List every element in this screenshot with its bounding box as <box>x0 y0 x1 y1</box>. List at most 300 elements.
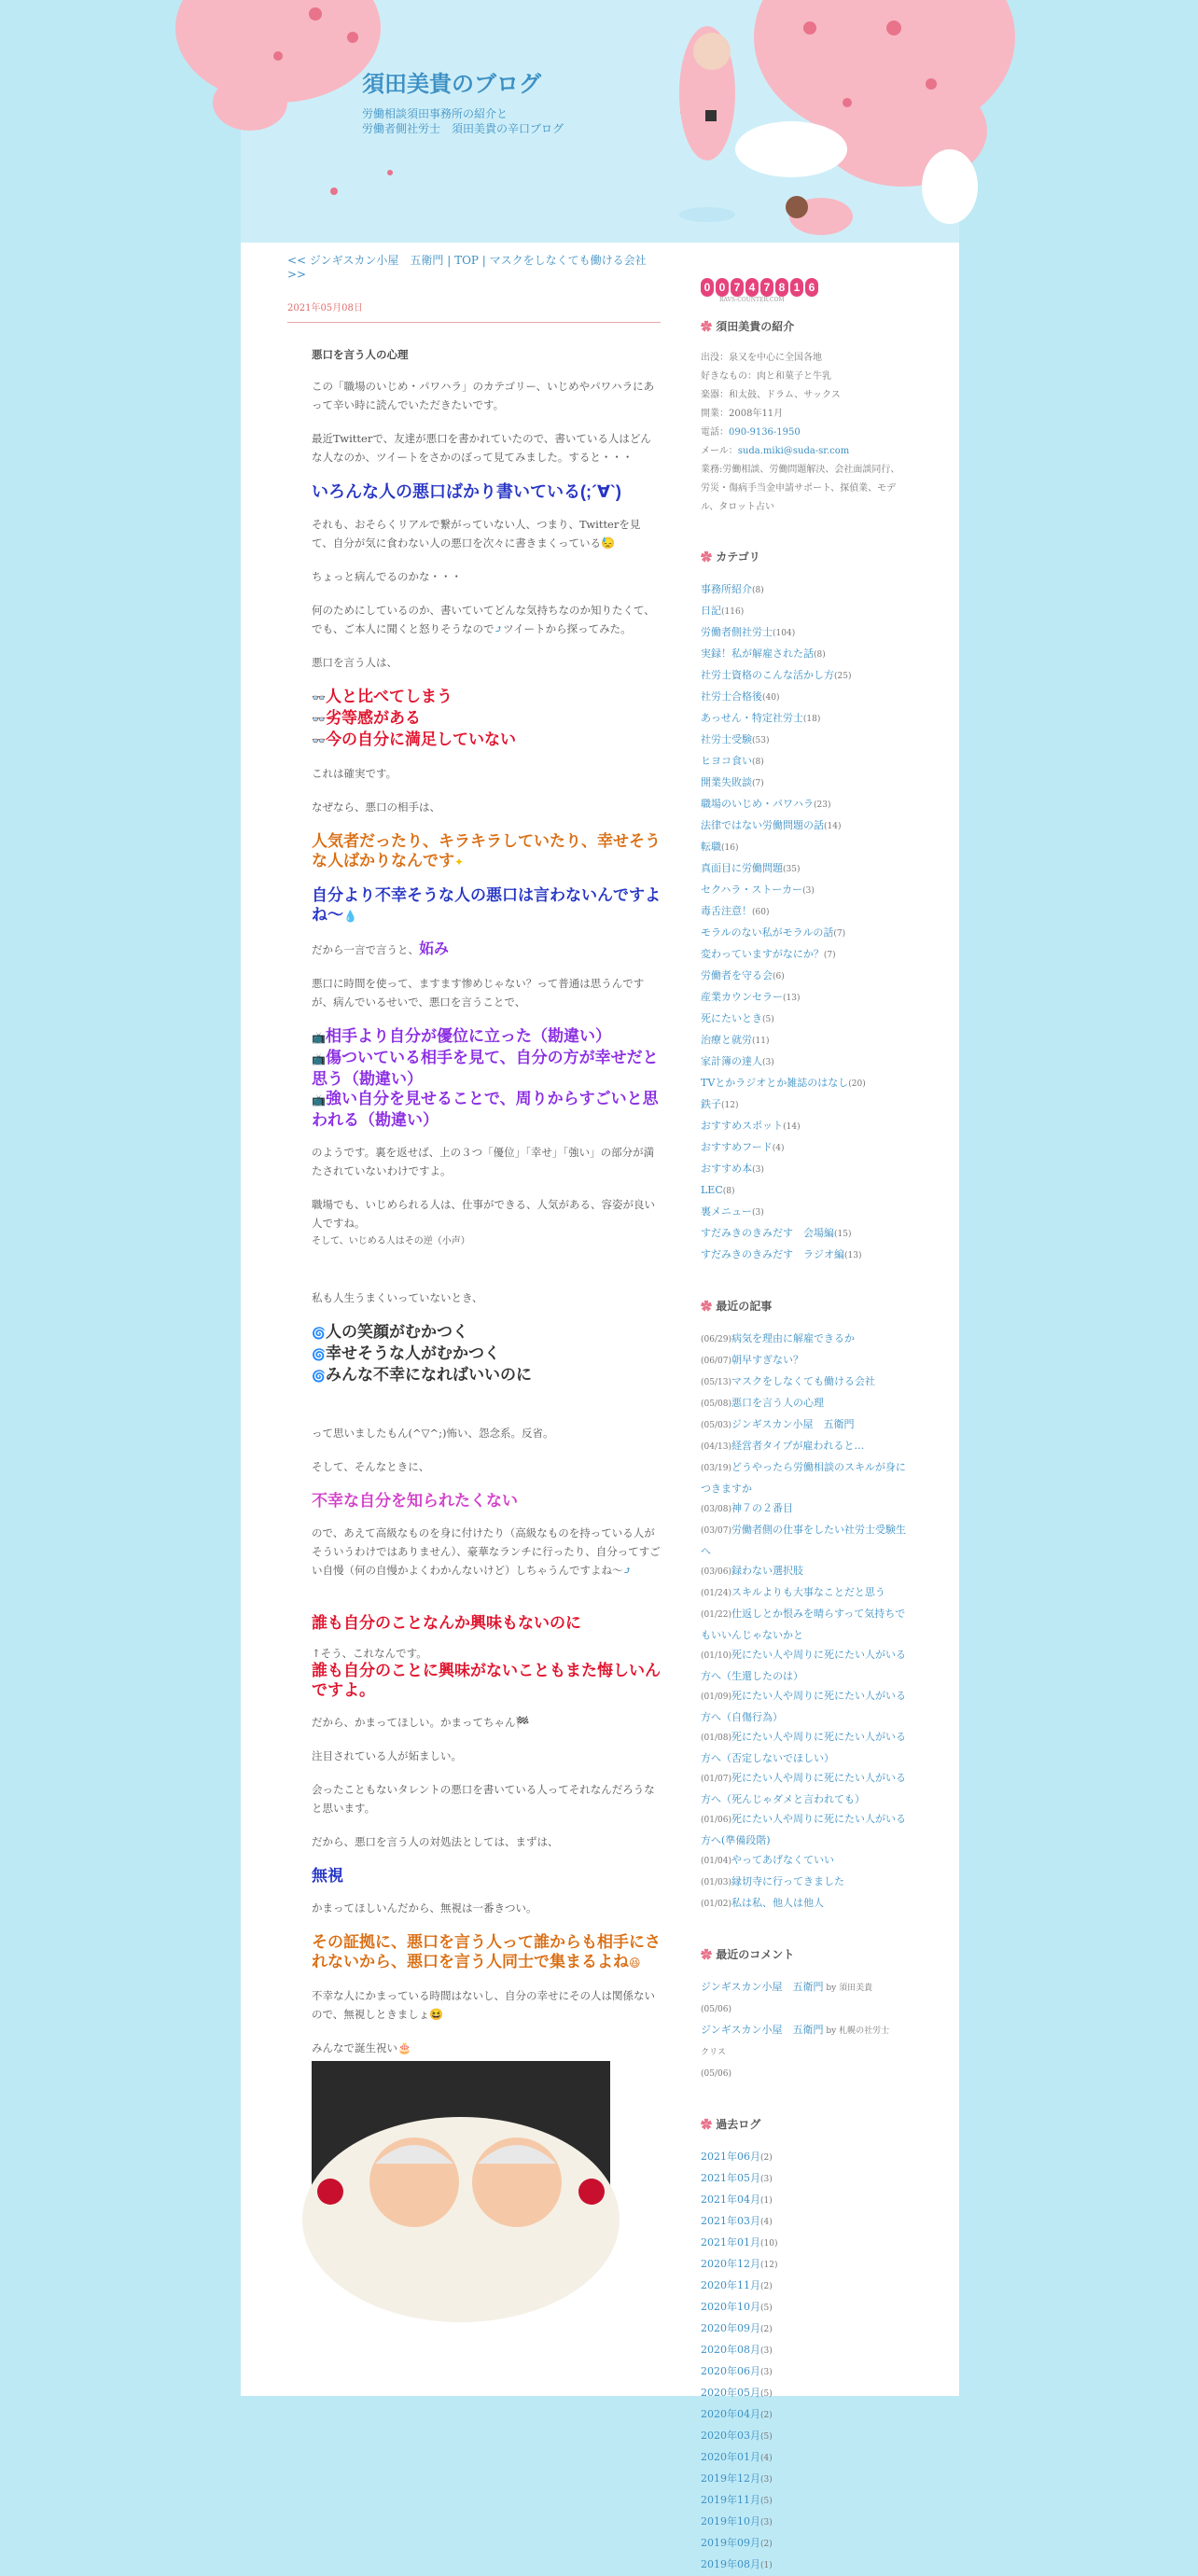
archive-link[interactable]: 2020年08月 <box>701 2344 760 2356</box>
archive-item[interactable] <box>701 2512 906 2533</box>
recent-list <box>701 1329 906 1915</box>
category-link[interactable]: モラルのない私がモラルの話 <box>701 926 834 939</box>
category-count: (3) <box>762 1058 774 1067</box>
recent-date: (01/02) <box>701 1900 731 1909</box>
archive-count: (2) <box>760 2153 773 2163</box>
list-item <box>312 687 661 708</box>
recent-date: (05/03) <box>701 1421 731 1430</box>
list-item <box>312 1322 661 1344</box>
archive-item[interactable] <box>701 2340 906 2361</box>
archive-count: (10) <box>760 2239 778 2249</box>
category-item[interactable] <box>701 966 906 987</box>
entry-date: 2021年05月08日 <box>287 299 661 323</box>
recent-link[interactable]: ジンギスカン小屋 五衛門 <box>731 1418 855 1430</box>
recent-date: (01/08) <box>701 1734 731 1743</box>
recent-link[interactable]: 録わない選択肢 <box>731 1565 803 1577</box>
recent-link[interactable]: 縁切寺に行ってきました <box>731 1875 844 1887</box>
comment-list <box>701 1977 906 2084</box>
category-item[interactable] <box>701 730 906 751</box>
archive-link[interactable]: 2021年06月 <box>701 2151 760 2163</box>
archive-link[interactable]: 2020年03月 <box>701 2430 760 2442</box>
comment-item <box>701 1977 906 2020</box>
archive-item[interactable] <box>701 2361 906 2383</box>
category-item[interactable] <box>701 944 906 966</box>
paragraph <box>312 1713 661 1732</box>
category-link[interactable]: おすすめスポット <box>701 1120 784 1132</box>
heading-text: 人気者だったり、キラキラしていたり、幸せそうな人ばかりなんです <box>312 832 661 870</box>
counter-digit: 6 <box>805 278 818 297</box>
list-item-text: みんな不幸になればいいのに <box>325 1366 532 1384</box>
paragraph <box>312 601 661 638</box>
profile-mail <box>701 442 906 461</box>
recent-item[interactable] <box>701 1393 906 1414</box>
category-link[interactable]: セクハラ・ストーカー <box>701 884 803 896</box>
paragraph <box>312 1986 661 2024</box>
archive-link[interactable]: 2019年10月 <box>701 2515 760 2527</box>
profile-line: 開業：2008年11月 <box>701 409 784 419</box>
recent-item[interactable] <box>701 1498 906 1520</box>
archive-item[interactable] <box>701 2490 906 2512</box>
archive-count: (3) <box>760 2346 773 2356</box>
emphasis-heading: 誰も自分のことに興味がないこともまた悔しいんですよ。 <box>312 1662 661 1699</box>
main-column <box>287 252 661 2229</box>
recent-link[interactable]: 死にたい人や周りに死にたい人がいる方へ（死んじゃダメと言われても） <box>701 1772 906 1805</box>
paragraph <box>312 1195 661 1251</box>
emphasis-list <box>312 1322 661 1386</box>
recent-link[interactable]: 死にたい人や周りに死にたい人がいる方へ（自傷行為） <box>701 1690 906 1723</box>
recent-date: (01/10) <box>701 1651 731 1661</box>
category-link[interactable]: TVとかラジオとか雑誌のはなし <box>701 1077 849 1089</box>
swirl-emoji-icon: 🌀 <box>312 1370 326 1383</box>
flag-emoji-icon: 🏁 <box>515 1716 530 1729</box>
category-item[interactable] <box>701 708 906 730</box>
list-item <box>312 1026 661 1048</box>
recent-link[interactable]: 仕返しとか恨みを晴らすって気持ちでもいいんじゃないかと <box>701 1608 906 1641</box>
glasses-emoji-icon: 👓 <box>312 691 326 704</box>
archive-link[interactable]: 2021年03月 <box>701 2215 760 2227</box>
entry-body <box>287 345 661 2229</box>
top-link[interactable]: TOP <box>454 254 479 267</box>
category-item[interactable] <box>701 687 906 708</box>
category-count: (13) <box>844 1251 862 1260</box>
paragraph-text: だから、かまってほしい。かまってちゃん <box>312 1716 516 1729</box>
recent-item[interactable] <box>701 1457 906 1498</box>
counter-digit: 1 <box>790 278 803 297</box>
category-link[interactable]: 真面目に労働問題 <box>701 862 783 874</box>
paragraph <box>312 2039 661 2057</box>
paragraph: 最近Twitterで、友達が悪口を書かれていたので、書いている人はどんな人なのか、ツイートをさかのぼって見てみました。すると・・・ <box>312 432 651 464</box>
archive-count: (1) <box>760 2196 773 2206</box>
paragraph <box>312 940 661 959</box>
category-item[interactable] <box>701 1073 906 1094</box>
recent-link[interactable]: 経営者タイプが雇われると… <box>731 1440 865 1452</box>
emphasis-word: 妬み <box>419 940 450 957</box>
emphasis-heading: 誰も自分のことなんか興味もないのに <box>312 1614 581 1632</box>
archive-count: (4) <box>760 2454 773 2463</box>
comment-author: by 札幌の社労士 クリス <box>701 2026 898 2057</box>
counter-digit: 0 <box>701 278 714 297</box>
category-count: (60) <box>752 908 770 917</box>
category-count: (18) <box>802 715 821 724</box>
archive-count: (2) <box>760 2540 773 2549</box>
category-link[interactable]: 死にたいとき <box>701 1012 762 1024</box>
paragraph: この「職場のいじめ・パワハラ」のカテゴリー、いじめやパワハラにあって辛い時に読んでいただきたいです。 <box>312 380 655 411</box>
tel-label: 電話： <box>701 427 729 438</box>
paragraph-text: ので、あえて高級なものを身に付けたり（高級なものを持っている人がそういうわけではありません）、豪華なランチに行ったり、自分ってすごい自慢（何の自慢かよくわかんないけど）しちゃうんですよね～ <box>312 1526 661 1577</box>
category-link[interactable]: 変わっていますがなにか？ <box>701 948 824 960</box>
emphasis-heading: 不幸な自分を知られたくない <box>312 1492 518 1510</box>
archive-item[interactable] <box>701 2147 906 2168</box>
recent-item[interactable] <box>701 1893 906 1915</box>
paragraph: ちょっと病んでるのかな・・・ <box>312 570 462 583</box>
archive-link[interactable]: 2019年08月 <box>701 2558 760 2570</box>
recent-link[interactable]: 私は私、他人は他人 <box>731 1897 824 1909</box>
recent-item[interactable] <box>701 1768 906 1809</box>
recent-date: (05/08) <box>701 1399 731 1409</box>
counter-digit: 7 <box>760 278 773 297</box>
archive-link[interactable]: 2019年11月 <box>701 2494 760 2506</box>
recent-link[interactable]: 死にたい人や周りに死にたい人がいる方へ（生還したのは） <box>701 1649 906 1682</box>
archive-link[interactable]: 2021年01月 <box>701 2236 760 2249</box>
list-item-text: 人と比べてしまう <box>325 688 453 705</box>
archive-count: (12) <box>760 2261 778 2270</box>
blog-description-line: 労働相談須田事務所の紹介と <box>362 107 508 120</box>
category-link[interactable]: 裏メニュー <box>701 1205 752 1218</box>
paragraph: そして、そんなときに、 <box>312 1460 430 1473</box>
emphasis-list <box>312 1026 661 1130</box>
comment-author: by 須田美貴 <box>823 1984 873 1993</box>
heading-text: 自分より不幸そうな人の悪口は言わないんですよね～ <box>312 886 661 924</box>
prev-entry-link[interactable]: << ジンギスカン小屋 五衛門 <box>287 254 444 267</box>
category-item[interactable] <box>701 858 906 880</box>
category-count: (7) <box>833 929 846 939</box>
category-item[interactable] <box>701 773 906 794</box>
paragraph-text: ツイートから探ってみた。 <box>503 622 632 635</box>
entry-title[interactable]: 悪口を言う人の心理 <box>312 348 409 361</box>
category-count: (14) <box>824 822 842 831</box>
category-item[interactable] <box>701 794 906 815</box>
category-item[interactable] <box>701 665 906 687</box>
archive-item[interactable] <box>701 2447 906 2469</box>
paragraph <box>312 1524 661 1580</box>
archive-link[interactable]: 2020年12月 <box>701 2258 760 2270</box>
paragraph: 会ったこともないタレントの悪口を書いている人ってそれなんだろうなと思います。 <box>312 1783 655 1815</box>
category-count: (3) <box>752 1208 764 1218</box>
paragraph: って思いましたもん(^▽^;)怖い、怨念系。反省。 <box>312 1427 554 1440</box>
archive-item[interactable] <box>701 2233 906 2254</box>
list-item-text: 劣等感がある <box>325 709 421 727</box>
category-link[interactable]: 実録！私が解雇された話 <box>701 647 814 660</box>
category-item[interactable] <box>701 1159 906 1180</box>
category-item[interactable] <box>701 644 906 665</box>
recent-link[interactable]: マスクをしなくても働ける会社 <box>731 1375 875 1387</box>
archive-link[interactable]: 2020年01月 <box>701 2451 760 2463</box>
recent-date: (03/07) <box>701 1526 731 1536</box>
category-item[interactable] <box>701 579 906 601</box>
archive-item[interactable] <box>701 2190 906 2211</box>
list-item <box>312 730 661 751</box>
category-count: (6) <box>773 972 785 982</box>
birthday-cake-photo[interactable] <box>312 2061 610 2229</box>
category-count: (11) <box>752 1037 770 1046</box>
archive-item[interactable] <box>701 2469 906 2490</box>
archive-item[interactable] <box>701 2254 906 2276</box>
paragraph: のようです。裏を返せば、上の３つ「優位」「幸せ」「強い」の部分が満たされていないわけですよ。 <box>312 1146 655 1177</box>
paragraph-text: みんなで誕生祝い <box>312 2041 397 2054</box>
access-counter <box>701 278 906 297</box>
paragraph: かまってほしいんだから、無視は一番きつい。 <box>312 1901 537 1915</box>
category-link[interactable]: 社労士資格のこんな活かし方 <box>701 669 834 681</box>
archive-item[interactable] <box>701 2211 906 2233</box>
category-item[interactable] <box>701 1009 906 1030</box>
recent-link[interactable]: 朝早すぎない？ <box>731 1354 803 1366</box>
list-item <box>312 1365 661 1386</box>
category-item[interactable] <box>701 1245 906 1266</box>
profile-tel <box>701 424 906 442</box>
paragraph: ↑そう、これなんです。 <box>312 1647 427 1660</box>
recent-link[interactable]: やってあげなくていい <box>731 1854 834 1866</box>
archive-item[interactable] <box>701 2533 906 2555</box>
category-link[interactable]: おすすめフード <box>701 1141 773 1153</box>
archive-count: (5) <box>760 2304 773 2313</box>
category-item[interactable] <box>701 1116 906 1137</box>
category-item[interactable] <box>701 1030 906 1051</box>
category-link[interactable]: 社労士合格後 <box>701 690 762 703</box>
recent-item[interactable] <box>701 1414 906 1436</box>
list-item-text: 相手より自分が優位に立った（勘違い） <box>325 1027 611 1045</box>
recent-item[interactable] <box>701 1872 906 1893</box>
profile-line: 楽器：和太鼓、ドラム、サックス <box>701 390 841 400</box>
paragraph: だから、悪口を言う人の対処法としては、まずは、 <box>312 1835 559 1848</box>
category-heading: ✿ カテゴリ <box>701 549 906 564</box>
list-item-text: 幸せそうな人がむかつく <box>325 1344 500 1362</box>
comment-date: (05/06) <box>701 2005 731 2014</box>
category-link[interactable]: おすすめ本 <box>701 1163 753 1175</box>
archive-count: (4) <box>760 2218 773 2227</box>
category-count: (3) <box>752 1165 764 1175</box>
category-link[interactable]: 開業失敗談 <box>701 776 752 788</box>
recent-link[interactable]: 悪口を言う人の心理 <box>731 1397 824 1409</box>
category-item[interactable] <box>701 815 906 837</box>
category-item[interactable] <box>701 1180 906 1202</box>
category-link[interactable]: 職場のいじめ・パワハラ <box>701 798 814 810</box>
recent-date: (06/29) <box>701 1335 731 1344</box>
recent-item[interactable] <box>701 1520 906 1561</box>
category-item[interactable] <box>701 837 906 858</box>
category-link[interactable]: 事務所紹介 <box>701 583 752 595</box>
archive-link[interactable]: 2020年09月 <box>701 2322 760 2334</box>
recent-link[interactable]: スキルよりも大事なことだと思う <box>731 1586 885 1598</box>
arrow-emoji-icon: ⤴ <box>622 1564 633 1577</box>
paragraph-text: 職場でも、いじめられる人は、仕事ができる、人気がある、容姿が良い人ですね。 <box>312 1198 655 1230</box>
category-link[interactable]: 社労士受験 <box>701 733 752 745</box>
category-count: (40) <box>762 693 780 703</box>
archive-item[interactable] <box>701 2276 906 2297</box>
archive-link[interactable]: 2020年11月 <box>701 2279 760 2291</box>
category-link[interactable]: 家計簿の達人 <box>701 1055 762 1067</box>
category-link[interactable]: すだみきのきみだす ラジオ編 <box>701 1248 844 1260</box>
category-link[interactable]: 治療と就労 <box>701 1034 752 1046</box>
category-link[interactable]: 転職 <box>701 841 721 853</box>
list-item-text: 強い自分を見せることで、周りからすごいと思われる（勘違い） <box>312 1090 659 1129</box>
category-link[interactable]: 毒舌注意！ <box>701 905 752 917</box>
recent-item[interactable] <box>701 1329 906 1350</box>
archive-count: (5) <box>760 2432 773 2442</box>
category-item[interactable] <box>701 1137 906 1159</box>
blog-description-line: 労働者側社労士 須田美貴の辛口ブログ <box>362 122 564 135</box>
category-item[interactable] <box>701 622 906 644</box>
archive-count: (2) <box>760 2325 773 2334</box>
archive-count: (5) <box>760 2497 773 2506</box>
category-item[interactable] <box>701 1094 906 1116</box>
recent-link[interactable]: 労働者側の仕事をしたい社労士受験生へ <box>701 1524 906 1557</box>
category-item[interactable] <box>701 987 906 1009</box>
archive-count: (1) <box>760 2561 773 2570</box>
archive-link[interactable]: 2019年12月 <box>701 2472 760 2485</box>
archive-item[interactable] <box>701 2404 906 2426</box>
emphasis-heading <box>312 885 661 926</box>
list-item-text: 傷ついている相手を見て、自分の方が幸せだと思う（勘違い） <box>312 1049 659 1088</box>
category-item[interactable] <box>701 1051 906 1073</box>
recent-item[interactable] <box>701 1850 906 1872</box>
archive-list <box>701 2147 906 2576</box>
paragraph: 私も人生うまくいっていないとき、 <box>312 1291 483 1304</box>
list-item <box>312 1089 661 1130</box>
paragraph: なぜなら、悪口の相手は、 <box>312 801 440 814</box>
category-count: (8) <box>722 1187 735 1196</box>
paragraph: 悪口を言う人は、 <box>312 656 397 669</box>
recent-item[interactable] <box>701 1727 906 1768</box>
recent-date: (06/07) <box>701 1357 731 1366</box>
category-link[interactable]: 日記 <box>701 605 721 617</box>
mail-link[interactable]: suda.miki@suda-sr.com <box>737 446 850 456</box>
category-link[interactable]: 法律ではない労働問題の話 <box>701 819 824 831</box>
next-entry-link[interactable]: マスクをしなくても働ける会社 >> <box>287 254 647 281</box>
category-link[interactable]: 産業カウンセラー <box>701 991 783 1003</box>
category-item[interactable] <box>701 901 906 923</box>
glasses-emoji-icon: 👓 <box>312 713 326 726</box>
blog-description <box>362 106 642 136</box>
paragraph: 注目されている人が妬ましい。 <box>312 1749 462 1762</box>
archive-item[interactable] <box>701 2383 906 2404</box>
emphasis-heading <box>312 1932 661 1973</box>
face-emoji-icon: 😓 <box>601 536 615 550</box>
archive-count: (5) <box>760 2389 773 2399</box>
laugh-emoji-icon: 😆 <box>429 2008 444 2021</box>
archive-link[interactable]: 2020年04月 <box>701 2408 760 2420</box>
recent-link[interactable]: 病気を理由に解雇できるか <box>731 1332 855 1344</box>
recent-item[interactable] <box>701 1809 906 1850</box>
recent-date: (01/07) <box>701 1775 731 1784</box>
cake-emoji-icon: 🎂 <box>397 2041 411 2054</box>
category-link[interactable]: あっせん・特定社労士 <box>701 712 803 724</box>
category-item[interactable] <box>701 1202 906 1223</box>
paragraph-text: それも、おそらくリアルで繋がっていない人、つまり、Twitterを見て、自分が気に食わない人の悪口を次々に書きまくっている <box>312 518 641 550</box>
archive-link[interactable]: 2020年05月 <box>701 2387 760 2399</box>
blog-header <box>241 0 959 243</box>
archive-link[interactable]: 2021年05月 <box>701 2172 760 2184</box>
profile-business: 業務:労働相談、労働問題解決、会社面談同行、労災・傷病手当金申請サポート、探偵業、モデル、タロット占い <box>701 465 900 512</box>
entry-navigation <box>287 252 661 281</box>
drop-emoji-icon: 💧 <box>343 910 357 923</box>
list-item-text: 今の自分に満足していない <box>325 731 516 748</box>
blog-title[interactable]: 須田美貴のブログ <box>362 73 541 97</box>
category-count: (5) <box>762 1015 774 1024</box>
category-item[interactable] <box>701 601 906 622</box>
archive-heading: ✿ 過去ログ <box>701 2116 906 2132</box>
mail-label: メール： <box>701 446 738 456</box>
category-link[interactable]: 労働者側社労士 <box>701 626 773 638</box>
category-link[interactable]: 労働者を守る会 <box>701 969 773 982</box>
archive-item[interactable] <box>701 2297 906 2318</box>
recent-date: (01/24) <box>701 1589 731 1598</box>
recent-item[interactable] <box>701 1436 906 1457</box>
category-count: (4) <box>772 1144 785 1153</box>
archive-link[interactable]: 2020年10月 <box>701 2301 760 2313</box>
archive-item[interactable] <box>701 2426 906 2447</box>
recent-heading: ✿ 最近の記事 <box>701 1298 906 1314</box>
recent-item[interactable] <box>701 1645 906 1686</box>
recent-item[interactable] <box>701 1604 906 1645</box>
profile-box <box>701 349 906 517</box>
comment-post-link[interactable]: ジンギスカン小屋 五衛門 <box>701 2024 824 2036</box>
monitor-emoji-icon: 📺 <box>312 1052 326 1065</box>
comments-heading: ✿ 最近のコメント <box>701 1946 906 1962</box>
category-item[interactable] <box>701 923 906 944</box>
recent-link[interactable]: 死にたい人や周りに死にたい人がいる方へ(準備段階) <box>701 1813 906 1846</box>
category-link[interactable]: LEC <box>701 1184 723 1196</box>
archive-item[interactable] <box>701 2555 906 2576</box>
category-link[interactable]: ヒヨコ食い <box>701 755 752 767</box>
category-count: (12) <box>721 1101 739 1110</box>
category-item[interactable] <box>701 751 906 773</box>
recent-item[interactable] <box>701 1582 906 1604</box>
category-item[interactable] <box>701 880 906 901</box>
recent-item[interactable] <box>701 1372 906 1393</box>
archive-item[interactable] <box>701 2318 906 2340</box>
category-count: (53) <box>752 736 770 745</box>
recent-link[interactable]: どうやったら労働相談のスキルが身につきますか <box>701 1461 906 1495</box>
recent-item[interactable] <box>701 1350 906 1372</box>
archive-count: (3) <box>760 2368 773 2377</box>
archive-item[interactable] <box>701 2168 906 2190</box>
archive-link[interactable]: 2019年09月 <box>701 2537 760 2549</box>
archive-link[interactable]: 2021年04月 <box>701 2193 760 2206</box>
category-count: (3) <box>802 886 815 896</box>
category-link[interactable]: すだみきのきみだす 会場編 <box>701 1227 834 1239</box>
category-item[interactable] <box>701 1223 906 1245</box>
emphasis-heading: 無視 <box>312 1867 343 1885</box>
recent-item[interactable] <box>701 1561 906 1582</box>
recent-link[interactable]: 死にたい人や周りに死にたい人がいる方へ（否定しないでほしい） <box>701 1731 906 1764</box>
category-count: (116) <box>721 607 745 617</box>
category-link[interactable]: 鉄子 <box>701 1098 721 1110</box>
category-count: (35) <box>783 865 801 874</box>
category-count: (20) <box>848 1079 866 1089</box>
recent-link[interactable]: 神７の２番目 <box>731 1502 793 1514</box>
category-count: (7) <box>823 951 836 960</box>
archive-link[interactable]: 2020年06月 <box>701 2365 760 2377</box>
recent-item[interactable] <box>701 1686 906 1727</box>
comment-post-link[interactable]: ジンギスカン小屋 五衛門 <box>701 1981 824 1993</box>
recent-date: (01/03) <box>701 1878 731 1887</box>
recent-date: (01/06) <box>701 1816 731 1825</box>
paragraph <box>312 515 661 552</box>
tel-link[interactable]: 090-9136-1950 <box>729 427 801 438</box>
category-count: (8) <box>752 586 764 595</box>
category-count: (14) <box>783 1122 801 1132</box>
recent-date: (03/19) <box>701 1464 731 1473</box>
